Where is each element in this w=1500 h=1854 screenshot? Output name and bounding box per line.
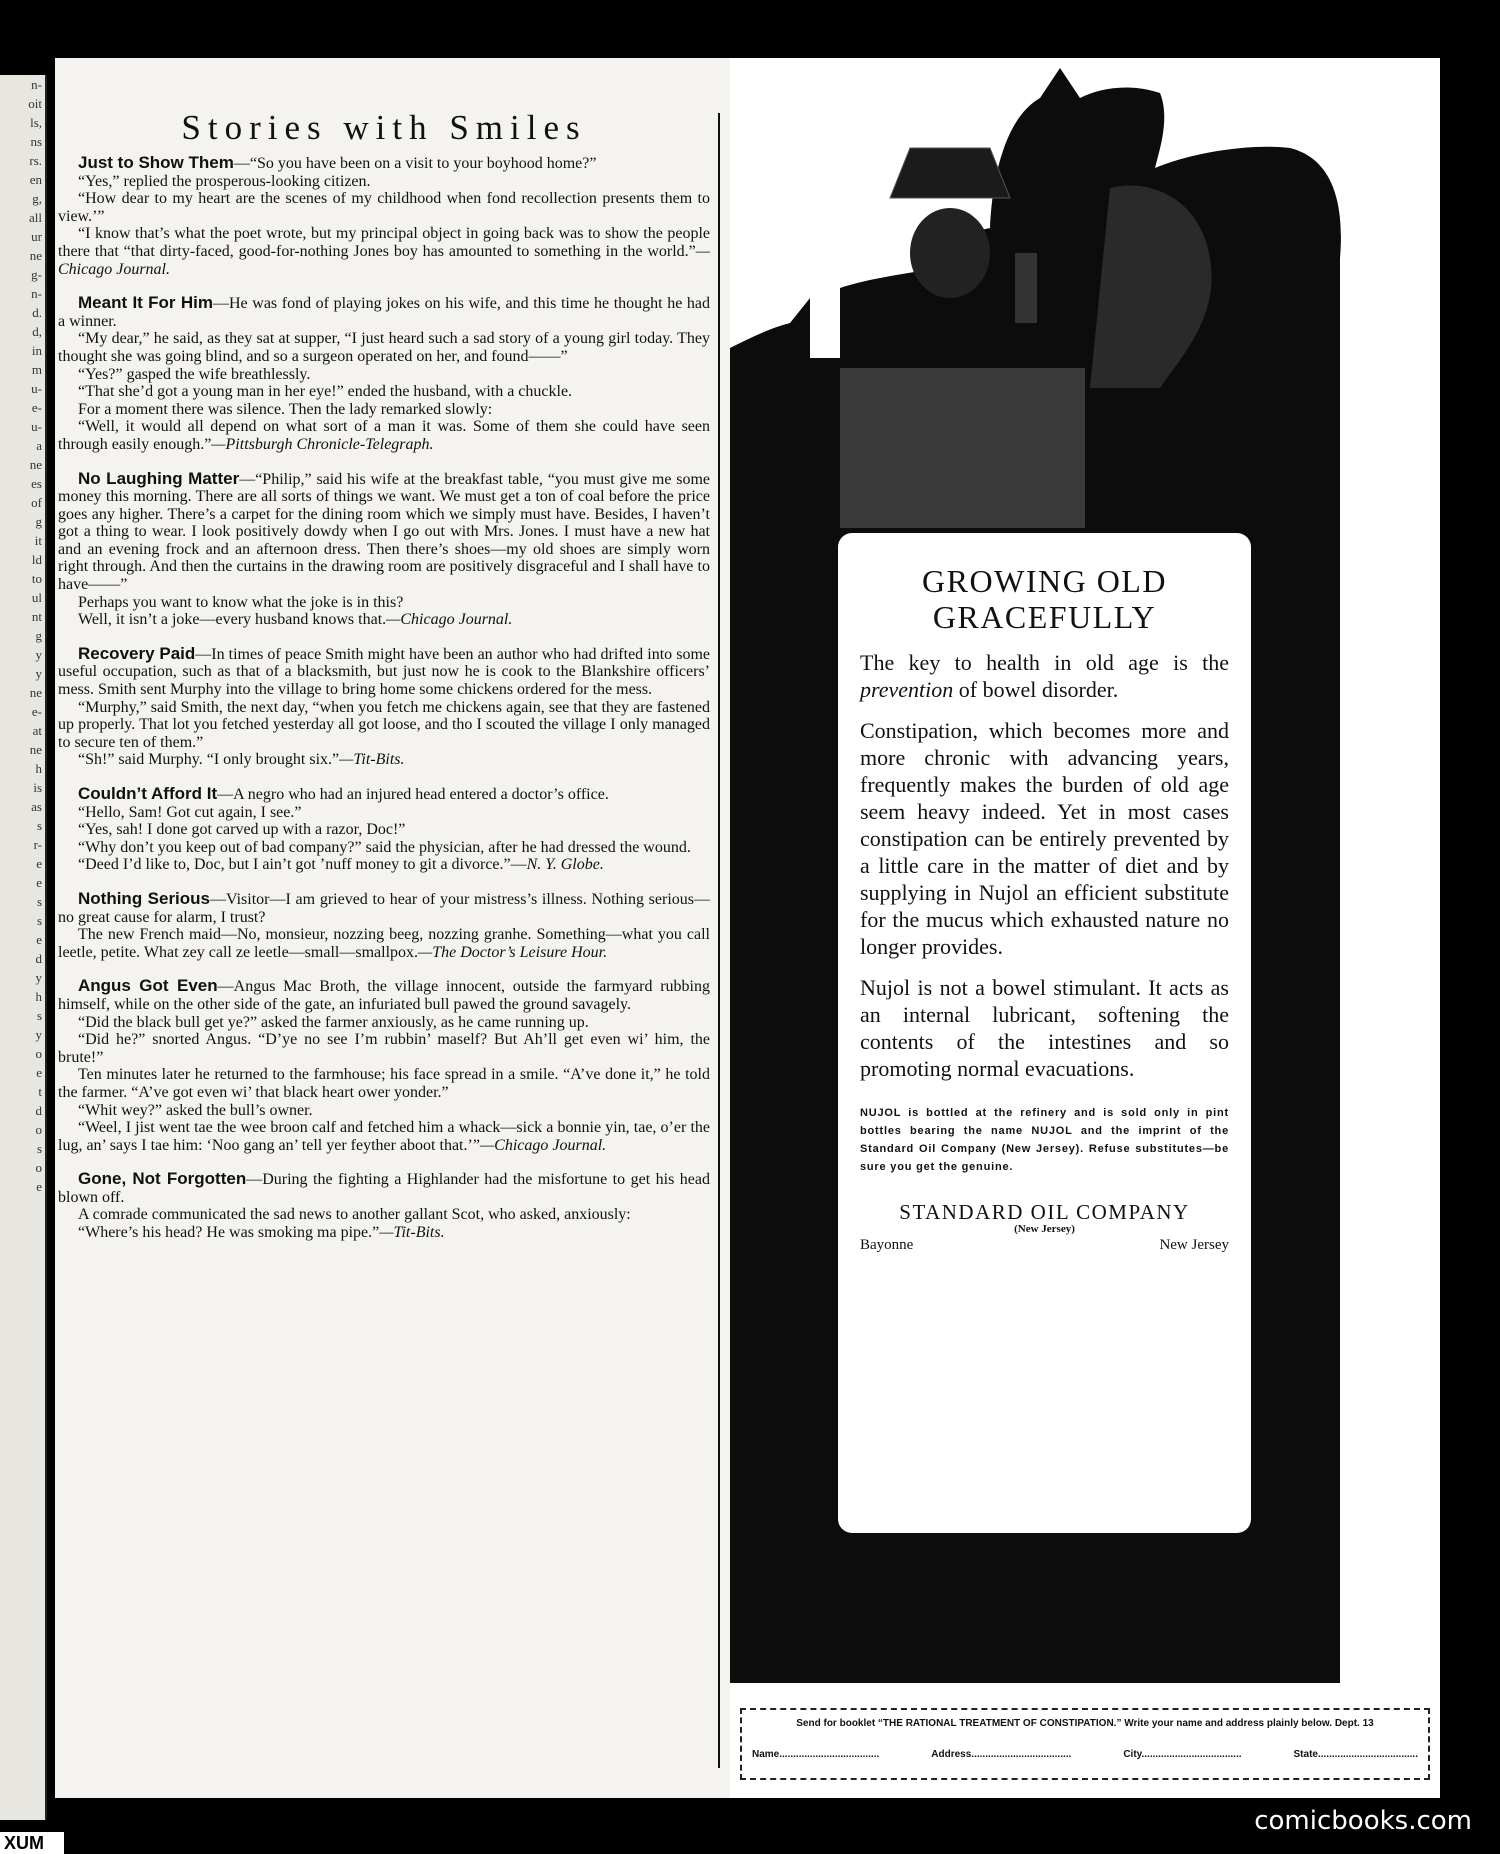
story-paragraph [58,418,710,453]
sliver-fragment: ls, [30,115,42,130]
nujol-advertisement [730,58,1440,1798]
story-paragraph [58,1102,710,1120]
story-text: —“So you have been on a visit to your boyhood home?” [233,155,597,172]
story-paragraph [58,594,710,612]
sliver-fragment: o [35,1046,42,1061]
sliver-fragment: at [32,723,42,738]
sliver-fragment: s [36,913,42,928]
story-paragraph [58,294,710,330]
story-paragraph [58,1206,710,1224]
sliver-fragment: r- [33,837,42,852]
story-paragraph [58,804,710,822]
story-text: —During the fighting a Highlander had the misfortune to get his head blown off. [58,1171,710,1206]
story [58,294,710,453]
adjacent-page-sliver [0,75,47,1820]
coupon-field-line: .................................... [779,1749,880,1760]
story-paragraph [58,839,710,857]
story-source: —Pittsburgh Chronicle-Telegraph. [211,435,434,453]
sliver-fragment: es [31,476,42,491]
mail-in-coupon[interactable] [740,1708,1430,1780]
story-paragraph [58,225,710,278]
story-text: —“Philip,” said his wife at the breakfast table, “you must give me some money this morning. There are all sorts of things we want. We must get a ton of coal before the price goes any higher. There’s a carpet for the dining room which we simply must have. Besides, I haven’t got a thing to wear. I look positively dowdy when I go out with Mrs. Jones. I must have a new hat and an evening frock and an afternoon dress. Then there’s shoes—my old shoes are simply worn right through. And then the curtains in the drawing room are positively disgraceful and I shall have to have——” [58,470,710,594]
sliver-fragment: d. [32,305,42,320]
story-text: “Yes,” replied the prosperous-looking citizen. [78,172,371,190]
story-text: “Yes?” gasped the wife breathlessly. [78,365,311,383]
story-paragraph [58,190,710,225]
sliver-fragment: s [36,818,42,833]
coupon-field-state[interactable] [1294,1749,1418,1760]
story-paragraph [58,785,710,804]
sliver-fragment: en [29,172,42,187]
ad-headline-line-2: GRACEFULLY [932,599,1157,635]
story [58,977,710,1154]
story-text: —Angus Mac Broth, the village innocent, outside the farmyard rubbing himself, while on the other side of the gate, an infuriated bull pawed the ground savagely. [58,978,710,1013]
coupon-field-name[interactable] [752,1749,879,1760]
story [58,1170,710,1241]
sliver-fragment: y [35,970,42,985]
sliver-fragment: d, [32,324,42,339]
magazine-page [55,58,1440,1798]
story-paragraph [58,383,710,401]
story-paragraph [58,1014,710,1032]
story-text: —He was fond of playing jokes on his wife, and this time he thought he had a winner. [58,295,711,330]
story-paragraph [58,154,710,173]
story [58,785,710,874]
sliver-fragment: ld [31,552,42,567]
sliver-fragment: e [36,1179,42,1194]
story-text: A comrade communicated the sad news to another gallant Scot, who asked, anxiously: [78,1206,631,1224]
story-source: —Tit-Bits. [379,1224,445,1242]
story-paragraph [58,1031,710,1066]
sliver-fragment: ne [29,457,42,472]
story-paragraph [58,1119,710,1154]
story-paragraph [58,751,710,769]
ad-copy-box [838,533,1251,1533]
coupon-field-city[interactable] [1123,1749,1241,1760]
sliver-fragment: t [38,1084,42,1099]
sliver-fragment: all [29,210,42,225]
sliver-fragment: oit [28,96,42,111]
sliver-fragment: e [36,856,42,871]
sliver-fragment: g [35,514,42,529]
coupon-field-line: .................................... [1317,1749,1418,1760]
story-paragraph [58,645,710,699]
coupon-field-label: City [1123,1749,1142,1760]
story-text: “Did he?” snorted Angus. “D’ye no see I’m rubbin’ maself? But Ah’ll get even wi’ him, the brute!” [58,1031,710,1066]
story-text: —In times of peace Smith might have been an author who had drifted into some useful occupation, such as that of a blacksmith, but just now he is cook to the Blankshire officers’ mess. Smith sent Murphy into the village to bring home some chickens ordered for the mess. [58,645,710,699]
story [58,890,710,961]
story-title: Gone, Not Forgotten [78,1169,247,1189]
corner-label: XUM [0,1832,64,1854]
company-city: Bayonne [860,1237,914,1253]
sliver-fragment: s [36,894,42,909]
story-text: “Why don’t you keep out of bad company?” said the physician, after he had dressed the wound. [78,838,691,856]
coupon-instructions: Send for booklet “THE RATIONAL TREATMENT OF CONSTIPATION.” Write your name and address plainly below. Dept. 13 [796,1718,1374,1729]
story [58,645,710,769]
story-title: Angus Got Even [78,976,218,996]
sliver-fragment: e- [31,704,42,719]
story-text: “Did the black bull get ye?” asked the farmer anxiously, as he came running up. [78,1013,589,1031]
story-text: “Weel, I jist went tae the wee broon calf and fetched him a whack—sick a bonnie yin, tae, o’er the lug, an’ says I tae him: ‘Noo gang an’ tell yer feyther aboot that.’” [58,1119,710,1154]
stories-list [58,154,710,1242]
coupon-field-label: Name [752,1749,780,1760]
story-text: —Visitor—I am grieved to hear of your mistress’s illness. Nothing serious—no great cause for alarm, I trust? [58,890,711,926]
story-source: —The Doctor’s Leisure Hour. [418,943,608,961]
sliver-fragment: g- [31,267,42,282]
sliver-fragment: of [31,495,42,510]
company-name: STANDARD OIL COMPANY [899,1200,1190,1224]
coupon-field-address[interactable] [931,1749,1071,1760]
coupon-field-label: State [1293,1749,1318,1760]
story-text: “Yes, sah! I done got carved up with a razor, Doc!” [78,821,406,839]
sliver-fragment: s [36,1141,42,1156]
story-text: “Murphy,” said Smith, the next day, “when you fetch me chickens again, see that they are fastened up properly. That lot you fetched yesterday all got loose, and tho I scouted the village I only managed to secure ten of them.” [58,698,710,751]
ad-body-constipation: Constipation, which becomes more and more chronic with advancing years, frequently makes the burden of old age seem heavy indeed. Yet in most cases constipation can be entirely prevented by a little care in the matter of diet and by supplying in Nujol an efficient substitute for the mucus which exhausted nature no longer provides. [860,718,1229,959]
sliver-fragment: o [35,1122,42,1137]
sliver-fragment: ne [29,742,42,757]
story-title: No Laughing Matter [78,468,240,488]
site-watermark: comicbooks.com [1254,1806,1472,1836]
story-text: “Whit wey?” asked the bull’s owner. [78,1101,313,1119]
story-text: “Sh!” said Murphy. “I only brought six.” [78,751,340,769]
story-text: “I know that’s what the poet wrote, but my principal object in going back was to show the people there that “that dirty-faced, good-for-nothing Jones boy has amounted to something in the world.” [58,225,710,260]
sliver-fragment: y [35,666,42,681]
story-text: “Well, it would all depend on what sort of a man it was. Some of them she could have seen through easily enough.” [58,418,710,453]
sliver-fragment: ne [29,248,42,263]
story-title: Couldn’t Afford It [78,784,218,803]
sliver-fragment: a [36,438,42,453]
sliver-fragment: n- [31,77,42,92]
story-paragraph [58,173,710,191]
story-source: —Chicago Journal. [479,1136,607,1154]
story [58,154,710,278]
story-title: Recovery Paid [78,643,196,663]
sliver-fragment: d [35,1103,42,1118]
story-title: Nothing Serious [78,888,211,908]
story-text: Ten minutes later he returned to the farmhouse; his face spread in a smile. “A’ve done it,” he told the farmer. “A’ve got even wi’ that black heart ower yonder.” [58,1066,710,1101]
sliver-fragment: e [36,875,42,890]
story-paragraph [58,890,710,926]
sliver-fragment: g [35,628,42,643]
ad-body-lubricant: Nujol is not a bowel stimulant. It acts as an internal lubricant, softening the contents of the intestines and so promoting normal evacuations. [860,975,1229,1081]
ad-headline [860,563,1229,635]
sliver-fragment: o [35,1160,42,1175]
sliver-fragment: e- [31,400,42,415]
story-paragraph [58,470,710,594]
page-heading: Stories with Smiles [181,108,587,147]
story-paragraph [58,611,710,629]
story-text: —A negro who had an injured head entered a doctor’s office. [217,786,609,803]
sliver-fragment: u- [31,419,42,434]
coupon-field-line: .................................... [1141,1749,1242,1760]
sliver-fragment: h [35,989,42,1004]
sliver-fragment: e [36,1065,42,1080]
sliver-fragment: ns [30,134,42,149]
story-text: For a moment there was silence. Then the lady remarked slowly: [78,400,493,418]
coupon-fields [752,1749,1418,1760]
story-source: N. Y. Globe. [526,856,604,874]
sliver-fragment: is [33,780,42,795]
story-paragraph [58,699,710,752]
story-text: “My dear,” he said, as they sat at supper, “I just heard such a sad story of a young girl today. They thought she was going blind, and so a surgeon operated on her, and found——” [58,330,710,365]
story-paragraph [58,977,710,1013]
sliver-fragment: rs. [29,153,42,168]
story-paragraph [58,1066,710,1101]
sliver-fragment: d [35,951,42,966]
sliver-fragment: g, [32,191,42,206]
story-text: Well, it isn’t a joke—every husband knows that. [78,611,387,629]
coupon-field-line: .................................... [971,1749,1072,1760]
sliver-fragment: u- [31,381,42,396]
story-paragraph [58,1224,710,1242]
story-text: The new French maid—No, monsieur, nozzing beeg, nozzing granhe. Something—what you call leetle, petite. What zey call ze leetle—small—smallpox. [58,926,710,961]
story-text: “Where’s his head? He was smoking ma pipe.” [78,1224,380,1242]
sliver-fragment: ur [31,229,42,244]
sliver-fragment: as [31,799,42,814]
story-paragraph [58,366,710,384]
company-subtitle: (New Jersey) [1014,1223,1075,1235]
sliver-fragment: ne [29,685,42,700]
sliver-fragment: m [31,362,42,377]
stories-column [58,108,710,1258]
story-text: “Hello, Sam! Got cut again, I see.” [78,803,302,821]
sliver-fragment: n- [31,286,42,301]
story-source: —Tit-Bits. [339,751,405,769]
story-paragraph [58,1170,710,1206]
story-paragraph [58,401,710,419]
story-source: —Chicago Journal. [58,242,710,278]
column-divider [718,113,720,1768]
story-text: “That she’d got a young man in her eye!” ended the husband, with a chuckle. [78,383,573,401]
story-paragraph [58,330,710,365]
story-text: “How dear to my heart are the scenes of my childhood when fond recollection presents them to view.’” [58,190,710,225]
company-state: New Jersey [1159,1237,1229,1253]
story [58,470,710,629]
sliver-fragment: e [36,932,42,947]
story-paragraph [58,856,710,874]
ad-intro: The key to health in old age is the prevention of bowel disorder. [860,650,1229,702]
story-text: “Deed I’d like to, Doc, but I ain’t got ’nuff money to git a divorce.”— [78,856,527,874]
story-title: Just to Show Them [78,153,234,172]
coupon-field-label: Address [931,1749,972,1760]
sliver-fragment: h [35,761,42,776]
sliver-fragment: nt [31,609,42,624]
sliver-fragment: s [36,1008,42,1023]
sliver-fragment: to [31,571,42,586]
sliver-fragment: it [34,533,42,548]
sliver-fragment: ul [31,590,42,605]
sliver-fragment: y [35,647,42,662]
story-paragraph [58,821,710,839]
sliver-fragment: in [31,343,42,358]
story-title: Meant It For Him [78,293,213,313]
ad-fine-print: NUJOL is bottled at the refinery and is sold only in pint bottles bearing the name NUJOL and the imprint of the Standard Oil Company (New Jersey). Refuse substitutes—be sure you get the genuine. [860,1107,1229,1173]
story-text: Perhaps you want to know what the joke is in this? [78,593,404,611]
ad-headline-line-1: GROWING OLD [922,563,1167,599]
story-source: —Chicago Journal. [386,611,513,629]
company-address [860,1237,1229,1254]
story-paragraph [58,926,710,961]
sliver-fragment: y [35,1027,42,1042]
